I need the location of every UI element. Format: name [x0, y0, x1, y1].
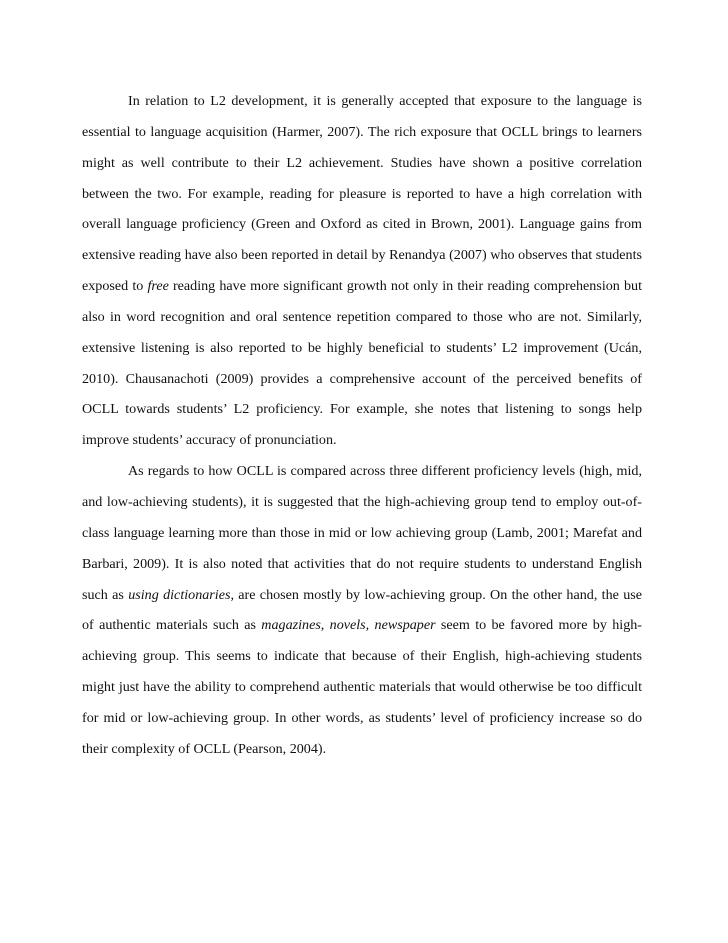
- paragraph-2-text-c: seem to be favored more by high-achieving group. This seems to indicate that because of their English, high-achieving students might just have the ability to comprehend authentic materials that would otherwise be too difficult for mid or low-achieving group. In other words, as students’ level of proficiency increase so do their complexity of OCLL (Pearson, 2004).: [82, 617, 642, 757]
- paragraph-2-text-b: , are chosen mostly by low-achieving group. On the other hand, the use of authentic materials such as: [82, 586, 642, 634]
- emphasis-using-dictionaries: using dictionaries: [128, 586, 231, 603]
- body-text: [82, 86, 642, 765]
- paragraph-proficiency-levels: [82, 456, 642, 764]
- emphasis-free: free: [147, 278, 169, 295]
- emphasis-authentic-materials: magazines, novels, newspaper: [261, 617, 436, 634]
- paragraph-1-text-b: reading have more significant growth not only in their reading comprehension but also in word recognition and oral sentence repetition compared to those who are not. Similarly, extensive listening is also reported to be highly beneficial to students’ L2 improvement (Ucán, 2010). Chausanachoti (2009) provides a comprehensive account of the perceived benefits of OCLL towards students’ L2 proficiency. For example, she notes that listening to songs help improve students’ accuracy of pronunciation.: [82, 278, 642, 449]
- paragraph-exposure: [82, 86, 642, 456]
- paragraph-2-text-a: As regards to how OCLL is compared across three different proficiency levels (high, mid, and low-achieving students), it is suggested that the high-achieving group tend to employ out-of-class language learning more than those in mid or low achieving group (Lamb, 2001; Marefat and Barbari, 2009). It is also noted that activities that do not require students to understand English such as: [82, 463, 642, 603]
- paragraph-1-text-a: In relation to L2 development, it is generally accepted that exposure to the language is essential to language acquisition (Harmer, 2007). The rich exposure that OCLL brings to learners might as well contribute to their L2 achievement. Studies have shown a positive correlation between the two. For example, reading for pleasure is reported to have a high correlation with overall language proficiency (Green and Oxford as cited in Brown, 2001). Language gains from extensive reading have also been reported in detail by Renandya (2007) who observes that students exposed to: [82, 93, 642, 295]
